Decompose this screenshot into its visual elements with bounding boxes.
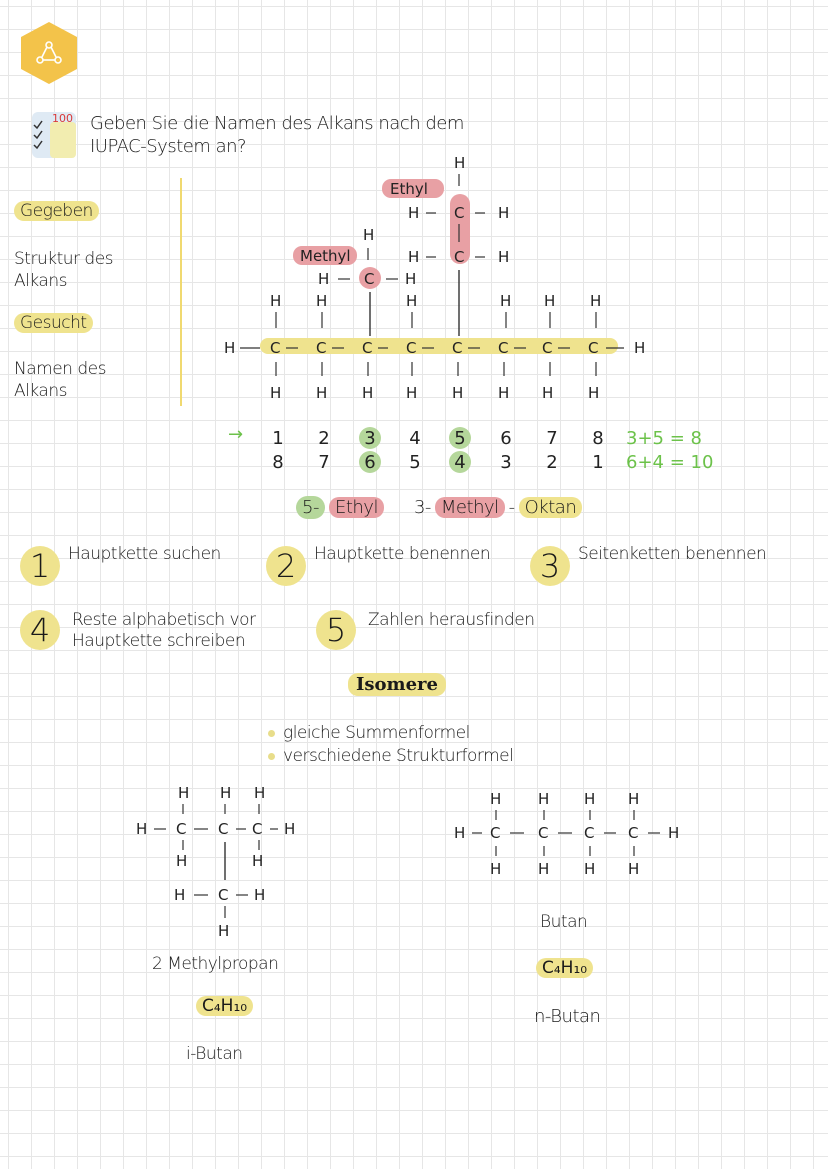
atom-h: H: [218, 922, 230, 940]
atom-c: C: [584, 824, 595, 842]
isobutane-formula: [196, 996, 253, 1016]
atom-c: C: [270, 339, 281, 357]
atom-c: C: [454, 248, 465, 266]
atom-h: H: [490, 860, 502, 878]
result-name: [296, 496, 582, 519]
number-top: 3: [364, 428, 376, 449]
atom-c: C: [406, 339, 417, 357]
atom-h: H: [588, 384, 600, 402]
given-text-line-1: Struktur des: [14, 249, 114, 269]
step-1-number: 1: [20, 546, 60, 586]
molecule-icon: [18, 20, 80, 86]
step-2-text: Hauptkette benennen: [314, 544, 491, 564]
atom-c: C: [452, 339, 463, 357]
atom-h: H: [490, 790, 502, 808]
isobutane-name: 2 Methylpropan: [152, 954, 279, 974]
number-bottom: 6: [364, 452, 376, 473]
atom-h: H: [538, 790, 550, 808]
number-top: 4: [409, 428, 421, 449]
result-parent-chain: Oktan: [519, 497, 583, 518]
atom-c: C: [218, 820, 229, 838]
sought-text-line-2: Alkans: [14, 381, 67, 401]
main-chain-highlight: [260, 338, 618, 354]
result-substituent-2: Methyl: [435, 497, 505, 518]
result-dash: -: [508, 497, 515, 518]
step-2-number: 2: [266, 546, 306, 586]
step-4-number: 4: [20, 610, 60, 650]
svg-text:100: 100: [52, 112, 73, 125]
atom-h: H: [634, 339, 646, 357]
isomers-title: [348, 674, 446, 695]
numbering-grid: [260, 424, 760, 474]
butane-common-name: n-Butan: [534, 1006, 601, 1027]
atom-h: H: [318, 270, 330, 288]
atom-h: H: [454, 154, 466, 172]
step-4-line-2: Hauptkette schreiben: [72, 631, 246, 651]
atom-h: H: [544, 292, 556, 310]
number-top: 7: [546, 428, 558, 449]
number-bottom: 5: [409, 452, 421, 473]
atom-h: H: [584, 790, 596, 808]
number-top: 5: [454, 428, 466, 449]
atom-h: H: [452, 384, 464, 402]
number-top: 6: [500, 428, 512, 449]
isobutane-formula-text: C₄H₁₀: [196, 996, 253, 1016]
number-bottom: 4: [454, 452, 466, 473]
given-text-line-2: Alkans: [14, 271, 67, 291]
atom-h: H: [316, 292, 328, 310]
logo: [18, 20, 80, 86]
atom-h: H: [405, 270, 417, 288]
atom-c: C: [218, 886, 229, 904]
atom-h: H: [454, 824, 466, 842]
atom-h: H: [406, 292, 418, 310]
bullet-dot: [268, 753, 275, 760]
bullet-dot: [268, 730, 275, 737]
atom-h: H: [542, 384, 554, 402]
number-bottom: 7: [318, 452, 330, 473]
result-pos-1: 5-: [296, 496, 325, 519]
atom-h: H: [628, 790, 640, 808]
atom-h: H: [408, 248, 420, 266]
result-substituent-1: Ethyl: [329, 497, 384, 518]
number-top: 8: [592, 428, 604, 449]
ethyl-label: Ethyl: [390, 180, 428, 198]
step-4-text: [72, 610, 256, 652]
atom-c: C: [316, 339, 327, 357]
atom-c: C: [362, 339, 373, 357]
number-bottom: 2: [546, 452, 558, 473]
number-top: 2: [318, 428, 330, 449]
atom-h: H: [668, 824, 680, 842]
atom-h: H: [363, 226, 375, 244]
step-3-number: 3: [530, 546, 570, 586]
atom-h: H: [498, 384, 510, 402]
isomers-title-text: Isomere: [348, 673, 446, 696]
atom-c: C: [498, 339, 509, 357]
atom-h: H: [538, 860, 550, 878]
result-pos-2: 3-: [413, 497, 431, 518]
atom-h: H: [362, 384, 374, 402]
atom-c: C: [176, 820, 187, 838]
sought-label: Gesucht: [14, 313, 93, 333]
butane-name: Butan: [540, 912, 588, 932]
butane-formula-text: C₄H₁₀: [536, 958, 593, 978]
atom-c: C: [542, 339, 553, 357]
task-line-1: Geben Sie die Namen des Alkans nach dem: [90, 113, 464, 134]
sought-text-line-1: Namen des: [14, 359, 106, 379]
atom-h: H: [590, 292, 602, 310]
atom-h: H: [284, 820, 296, 838]
atom-h: H: [406, 384, 418, 402]
atom-h: H: [270, 384, 282, 402]
given-label: Gegeben: [14, 201, 99, 221]
atom-c: C: [538, 824, 549, 842]
atom-h: H: [254, 886, 266, 904]
bullet-text: gleiche Summenformel: [283, 723, 470, 743]
atom-h: H: [270, 292, 282, 310]
atom-c: C: [454, 204, 465, 222]
isomers-bullets: [268, 722, 513, 768]
atom-h: H: [408, 204, 420, 222]
step-3-text: Seitenketten benennen: [578, 544, 767, 564]
atom-h: H: [498, 248, 510, 266]
atom-h: H: [136, 820, 148, 838]
number-bottom: 1: [592, 452, 604, 473]
atom-h: H: [584, 860, 596, 878]
sidebar: [14, 200, 174, 402]
butane-formula: [536, 958, 593, 978]
atom-h: H: [254, 784, 266, 802]
arrow-icon: →: [228, 424, 244, 445]
sidebar-divider: [180, 178, 182, 406]
step-5-number: 5: [316, 610, 356, 650]
atom-h: H: [178, 784, 190, 802]
step-5-text: Zahlen herausfinden: [368, 610, 535, 630]
sum-top: 3+5 = 8: [626, 428, 702, 449]
isobutane-structure: [130, 782, 320, 942]
atom-h: H: [220, 784, 232, 802]
atom-h: H: [252, 852, 264, 870]
number-bottom: 8: [272, 452, 284, 473]
number-bottom: 3: [500, 452, 512, 473]
sum-bottom: 6+4 = 10: [626, 452, 714, 473]
atom-c: C: [252, 820, 263, 838]
atom-h: H: [498, 204, 510, 222]
task-line-2: IUPAC-System an?: [90, 136, 247, 157]
step-4-line-1: Reste alphabetisch vor: [72, 610, 256, 630]
atom-c: C: [364, 270, 375, 288]
atom-h: H: [316, 384, 328, 402]
step-1-text: Hauptkette suchen: [68, 544, 221, 564]
atom-c: C: [490, 824, 501, 842]
atom-h: H: [174, 886, 186, 904]
bullet-text: verschiedene Strukturformel: [283, 746, 514, 766]
atom-h: H: [176, 852, 188, 870]
atom-c: C: [588, 339, 599, 357]
bullet-item: [268, 722, 513, 745]
butane-structure: [448, 786, 698, 886]
methyl-label: Methyl: [300, 247, 351, 265]
number-top: 1: [272, 428, 284, 449]
octane-structure: [220, 152, 680, 402]
isobutane-common-name: i-Butan: [186, 1044, 243, 1064]
atom-h: H: [224, 339, 236, 357]
atom-h: H: [628, 860, 640, 878]
atom-h: H: [500, 292, 512, 310]
bullet-item: [268, 745, 513, 768]
atom-c: C: [628, 824, 639, 842]
checklist-icon: [28, 108, 80, 162]
